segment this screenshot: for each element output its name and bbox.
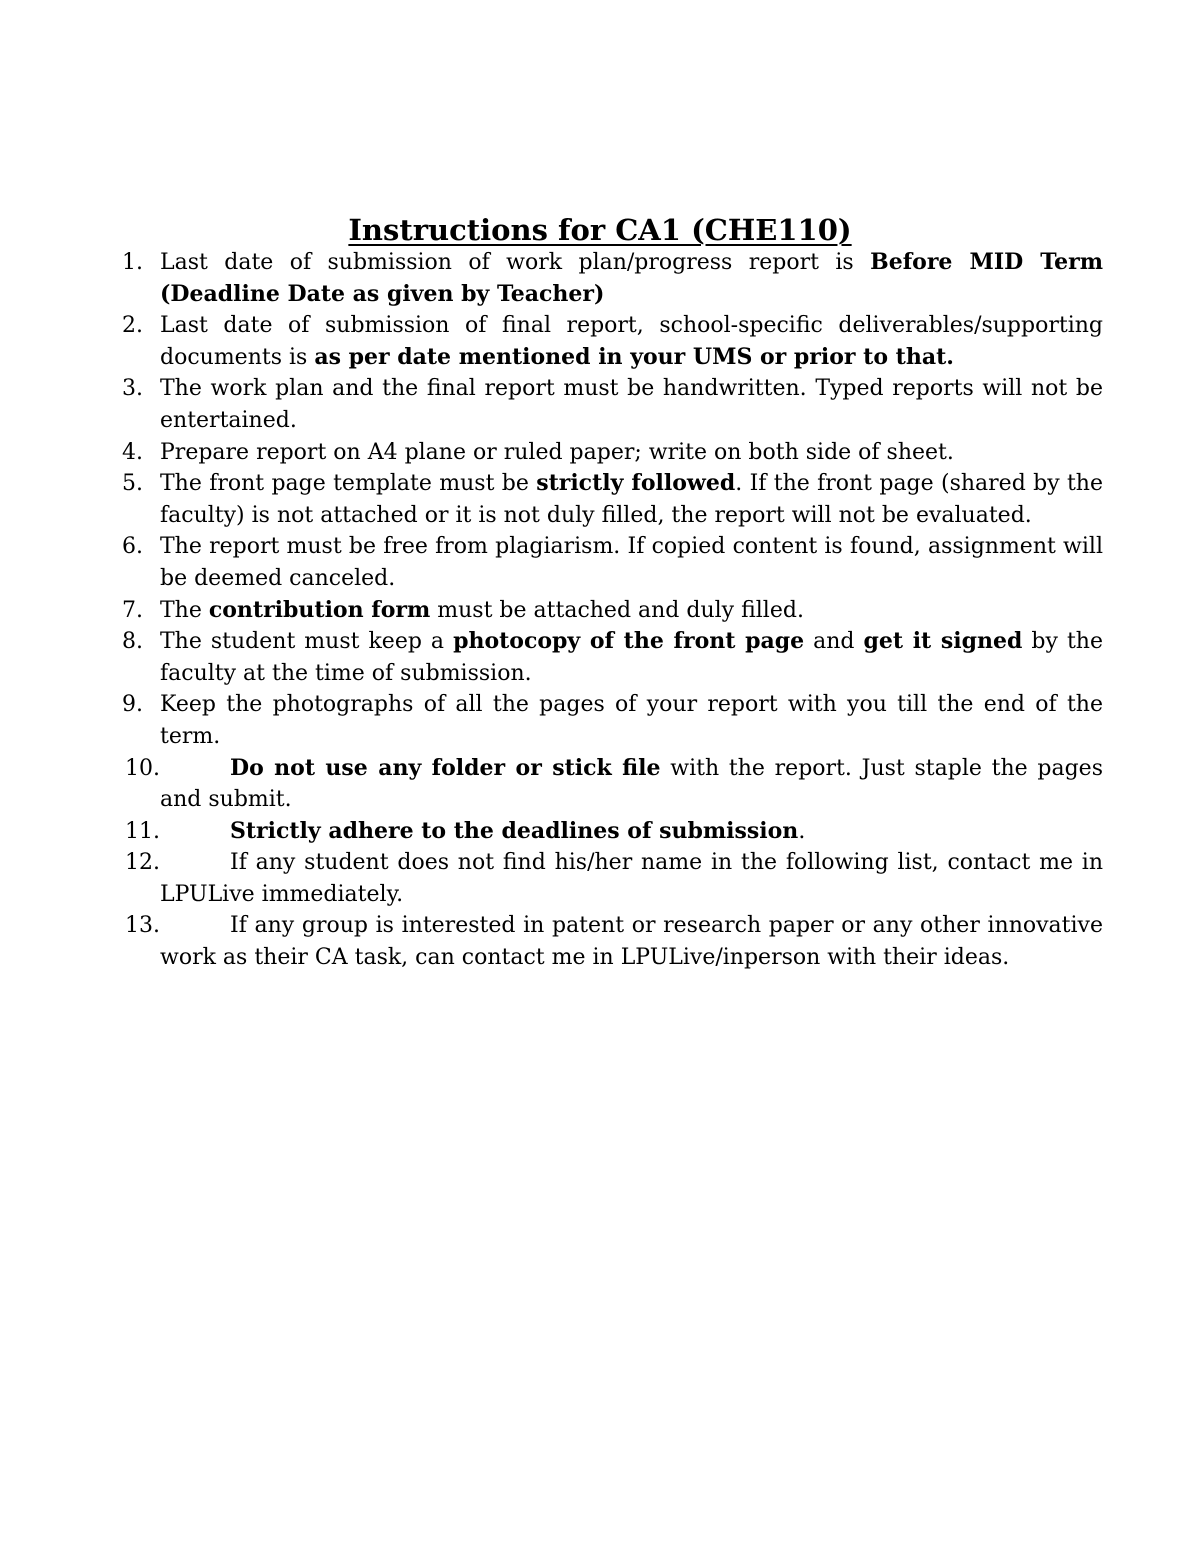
item-text: . If the front page (shared by the faculty) is not attached or it is not duly filled, the report will not be evaluated. <box>160 471 1103 528</box>
item-text-bold: Before MID Term (Deadline Date as given by Teacher) <box>160 249 1103 307</box>
item-number: 4. <box>122 439 143 465</box>
instructions-list <box>122 247 1103 974</box>
item-text: with the report. Just staple the pages and submit. <box>160 755 1103 813</box>
item-text-bold: Strictly adhere to the deadlines of submission <box>230 817 799 844</box>
list-item <box>125 847 1103 910</box>
item-text: If any group is interested in patent or research paper or any other innovative work as their CA task, can contact me in LPULive/inperson with their ideas. <box>160 913 1103 971</box>
item-number: 7. <box>122 597 143 623</box>
item-number: 9. <box>122 692 143 718</box>
list-item <box>122 468 1103 531</box>
list-item <box>122 689 1103 752</box>
item-number: 10. <box>125 755 160 781</box>
item-text-bold: as per date mentioned in your UMS or prior to that. <box>314 343 954 370</box>
list-item <box>125 910 1103 973</box>
item-text: The student must keep a <box>160 629 454 655</box>
item-text: and <box>804 629 864 655</box>
item-text: must be attached and duly filled. <box>430 597 804 623</box>
item-text-bold: get it signed <box>863 628 1023 655</box>
item-text: Last date of submission of final report, school-specific deliverables/supporting documents is <box>160 313 1103 370</box>
item-text: by the faculty at the time of submission. <box>160 629 1103 686</box>
list-item <box>122 373 1103 436</box>
item-text: Prepare report on A4 plane or ruled paper; write on both side of sheet. <box>160 439 954 465</box>
item-text: If any student does not find his/her name in the following list, contact me in LPULive immediately. <box>160 850 1103 907</box>
item-text-bold: photocopy of the front page <box>453 628 805 655</box>
item-text-bold: contribution form <box>208 596 431 623</box>
item-number: 8. <box>122 629 143 655</box>
item-text: Keep the photographs of all the pages of your report with you till the end of the term. <box>160 692 1103 749</box>
item-text: Last date of submission of work plan/progress report is <box>160 250 871 275</box>
item-number: 11. <box>125 818 160 844</box>
item-number: 5. <box>122 471 143 497</box>
item-text-bold: Do not use any folder or stick file <box>230 754 661 781</box>
list-item <box>122 595 1103 627</box>
item-text: . <box>798 818 806 844</box>
list-item <box>125 753 1103 816</box>
item-number: 2. <box>122 313 143 339</box>
list-item <box>122 247 1103 310</box>
item-text: The front page template must be <box>160 471 537 497</box>
item-number: 3. <box>122 376 143 402</box>
list-item <box>122 310 1103 373</box>
list-item <box>122 531 1103 594</box>
item-text: The report must be free from plagiarism. If copied content is found, assignment will be deemed canceled. <box>160 534 1103 591</box>
item-number: 1. <box>122 250 143 275</box>
item-text: The work plan and the final report must be handwritten. Typed reports will not be entertained. <box>160 376 1103 433</box>
item-number: 12. <box>125 850 160 876</box>
item-text-bold: strictly followed <box>536 470 736 497</box>
list-item <box>122 437 1103 469</box>
item-number: 6. <box>122 534 143 560</box>
list-item <box>122 626 1103 689</box>
page-title: Instructions for CA1 (CHE110) <box>348 213 852 247</box>
item-text: The <box>160 597 209 623</box>
list-item <box>125 816 1103 848</box>
item-number: 13. <box>125 913 160 939</box>
